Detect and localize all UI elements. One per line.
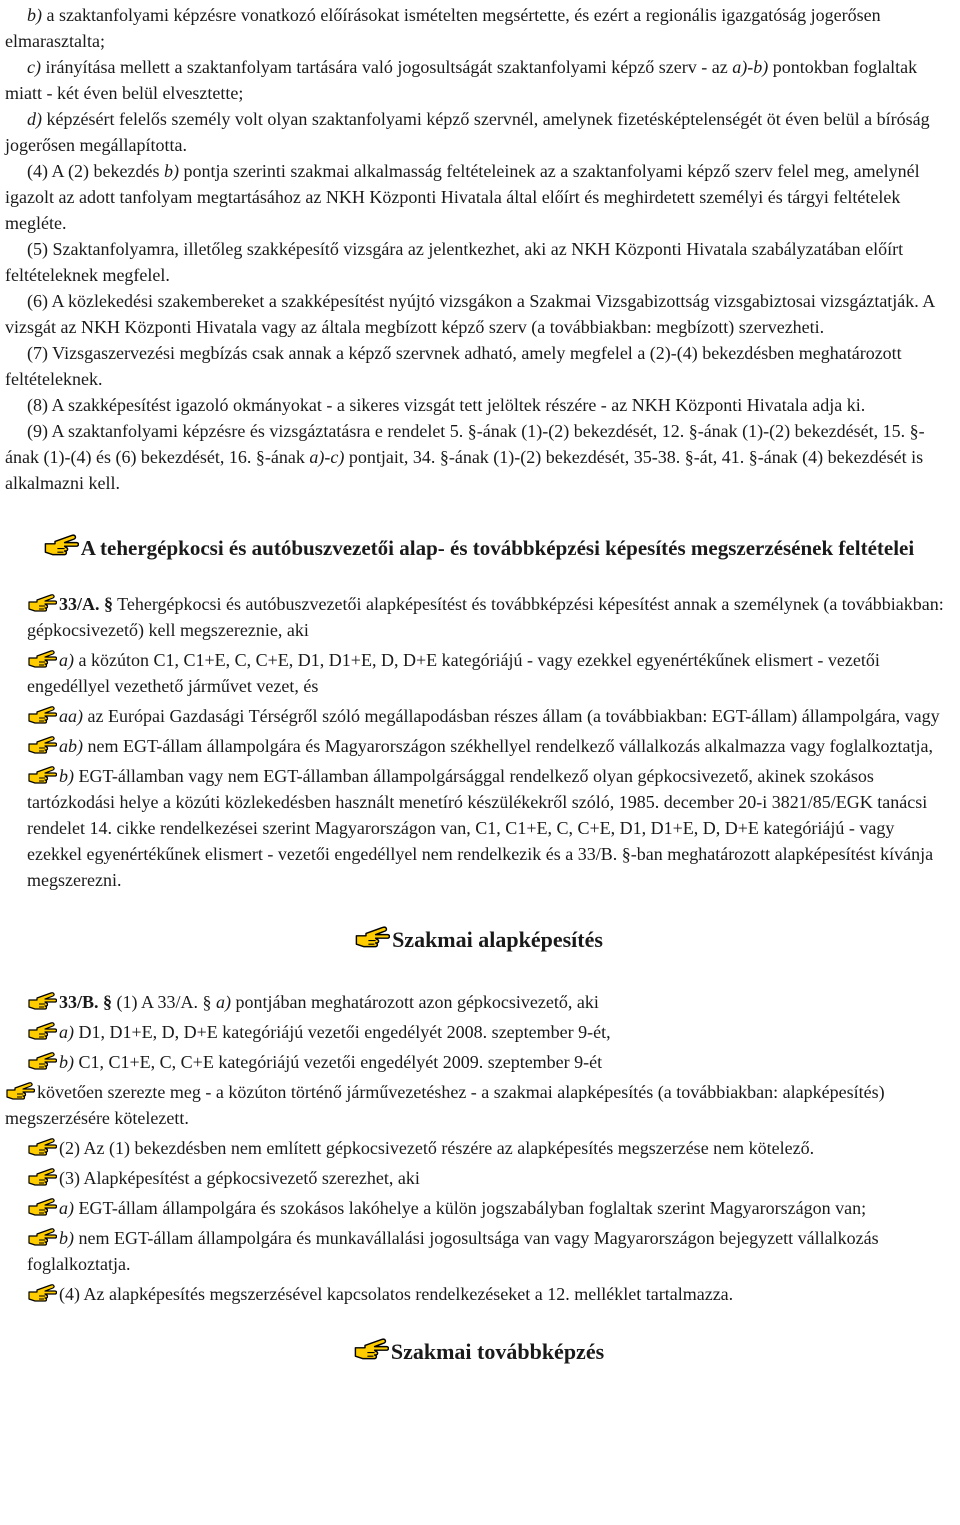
pointing-hand-icon[interactable]: [27, 1167, 57, 1187]
para-33a-b: b) EGT-államban vagy nem EGT-államban állampolgársággal rendelkező olyan gépkocsivezető, akinek szokásos tartózkodási helye a közúti közlekedésben használt menetíró készülékekről szóló, 1985. december 20-i 3821/85/EGK tanácsi rendelet 14. cikke rendelkezései szerint Magyarországon van, C1, C1+E, C, C+E, D1, D1+E, D, D+E kategóriájú - vagy ezekkel egyenértékűnek elismert - vezetői engedéllyel nem rendelkezik és a 33/B. §-ban meghatározott alapképesítést kívánja megszerezni.: [27, 766, 934, 890]
section-heading-basic: Szakmai alapképesítés: [5, 925, 952, 955]
para-6: (6) A közlekedési szakembereket a szakképesítést nyújtó vizsgákon a Szakmai Vizsgabizottság vizsgabiztosai vizsgáztatják. A vizsgát az NKH Központi Hivatala vagy az általa megbízott képző szerv (a továbbiakban: megbízott) szervezheti.: [5, 291, 935, 337]
pointing-hand-icon[interactable]: [27, 1137, 57, 1157]
para-33b-b: b) C1, C1+E, C, C+E kategóriájú vezetői engedélyét 2009. szeptember 9-ét: [5, 1049, 952, 1075]
pointing-hand-icon[interactable]: [5, 1081, 35, 1101]
para-c: c) irányítása mellett a szaktanfolyam tartására való jogosultságát szaktanfolyami képző szerv - az a)-b) pontokban foglaltak miatt - két éven belül elvesztette;: [5, 57, 918, 103]
pointing-hand-icon[interactable]: [27, 765, 57, 785]
section-heading-further-training: Szakmai továbbképzés: [5, 1337, 952, 1367]
pointing-hand-icon[interactable]: [353, 1337, 389, 1361]
para-33a-aa: aa) az Európai Gazdasági Térségről szóló megállapodásban részes állam (a továbbiakban: EGT-állam) állampolgára, vagy: [5, 703, 952, 729]
section-heading-conditions: A tehergépkocsi és autóbuszvezetői alap- és továbbképzési képesítés megszerzésének feltételei: [5, 533, 952, 563]
para-33b-2: (2) Az (1) bekezdésben nem említett gépkocsivezető részére az alapképesítés megszerzése nem kötelező.: [5, 1135, 952, 1161]
para-33b-following: követően szerezte meg - a közúton történő járművezetéshez - a szakmai alapképesítés (a továbbiakban: alapképesítés) megszerzésére kötelezett.: [5, 1082, 885, 1128]
pointing-hand-icon[interactable]: [27, 1051, 57, 1071]
pointing-hand-icon[interactable]: [27, 1227, 57, 1247]
para-33a-a: a) a közúton C1, C1+E, C, C+E, D1, D1+E, D, D+E kategóriájú - vagy ezekkel egyenértékűnek elismert - vezetői engedéllyel vezethető járművet vezet, és: [27, 650, 880, 696]
para-33b: 33/B. § (1) A 33/A. § a) pontjában meghatározott azon gépkocsivezető, aki: [5, 989, 952, 1015]
pointing-hand-icon[interactable]: [27, 1021, 57, 1041]
para-33b-4: (4) Az alapképesítés megszerzésével kapcsolatos rendelkezéseket a 12. melléklet tartalmazza.: [5, 1281, 952, 1307]
pointing-hand-icon[interactable]: [27, 705, 57, 725]
para-9: (9) A szaktanfolyami képzésre és vizsgáztatásra e rendelet 5. §-ának (1)-(2) bekezdését, 12. §-ának (1)-(2) bekezdését, 15. §-ának (1)-(4) és (6) bekezdését, 16. §-ának a)-c) pontjait, 34. §-ának (1)-(2) bekezdését, 35-38. §-át, 41. §-ának (4) bekezdését is alkalmazni kell.: [5, 421, 925, 493]
para-8: (8) A szakképesítést igazoló okmányokat - a sikeres vizsgát tett jelöltek részére - az NKH Központi Hivatala adja ki.: [27, 395, 866, 415]
pointing-hand-icon[interactable]: [27, 991, 57, 1011]
para-33a: 33/A. § Tehergépkocsi és autóbuszvezetői alapképesítést és továbbképzési képesítést annak a személynek (a továbbiakban: gépkocsivezető) kell megszereznie, aki: [27, 594, 944, 640]
para-33b-a: a) D1, D1+E, D, D+E kategóriájú vezetői engedélyét 2008. szeptember 9-ét,: [5, 1019, 952, 1045]
pointing-hand-icon[interactable]: [27, 593, 57, 613]
para-33a-ab: ab) nem EGT-állam állampolgára és Magyarországon székhellyel rendelkező vállalkozás alkalmazza vagy foglalkoztatja,: [5, 733, 952, 759]
para-5: (5) Szaktanfolyamra, illetőleg szakképesítő vizsgára az jelentkezhet, aki az NKH Központi Hivatala szabályzatában előírt feltételeknek megfelel.: [5, 239, 904, 285]
para-b: b) a szaktanfolyami képzésre vonatkozó előírásokat ismételten megsértette, és ezért a regionális igazgatóság jogerősen elmarasztalta;: [5, 5, 881, 51]
para-d: d) képzésért felelős személy volt olyan szaktanfolyami képző szervnél, amelynek fizetésképtelenségét öt éven belül a bíróság jogerősen megállapította.: [5, 109, 930, 155]
pointing-hand-icon[interactable]: [27, 1283, 57, 1303]
para-33b-3a: a) EGT-állam állampolgára és szokásos lakóhelye a külön jogszabályban foglaltak szerint Magyarországon van;: [5, 1195, 952, 1221]
para-33b-3b: b) nem EGT-állam állampolgára és munkavállalási jogosultsága van vagy Magyarországon bejegyzett vállalkozás foglalkoztatja.: [27, 1228, 879, 1274]
pointing-hand-icon[interactable]: [27, 649, 57, 669]
pointing-hand-icon[interactable]: [354, 925, 390, 949]
pointing-hand-icon[interactable]: [27, 1197, 57, 1217]
pointing-hand-icon[interactable]: [27, 735, 57, 755]
para-33b-3: (3) Alapképesítést a gépkocsivezető szerezhet, aki: [5, 1165, 952, 1191]
pointing-hand-icon[interactable]: [43, 533, 79, 557]
para-7: (7) Vizsgaszervezési megbízás csak annak a képző szervnek adható, amely megfelel a (2)-(4) bekezdésben meghatározott feltételeknek.: [5, 343, 902, 389]
para-4: (4) A (2) bekezdés b) pontja szerinti szakmai alkalmasság feltételeinek az a szaktanfolyami képző szerv felel meg, amelynél igazolt az adott tanfolyam megtartásához az NKH Központi Hivatala által előírt és meghirdetett személyi és tárgyi feltételek megléte.: [5, 161, 920, 233]
